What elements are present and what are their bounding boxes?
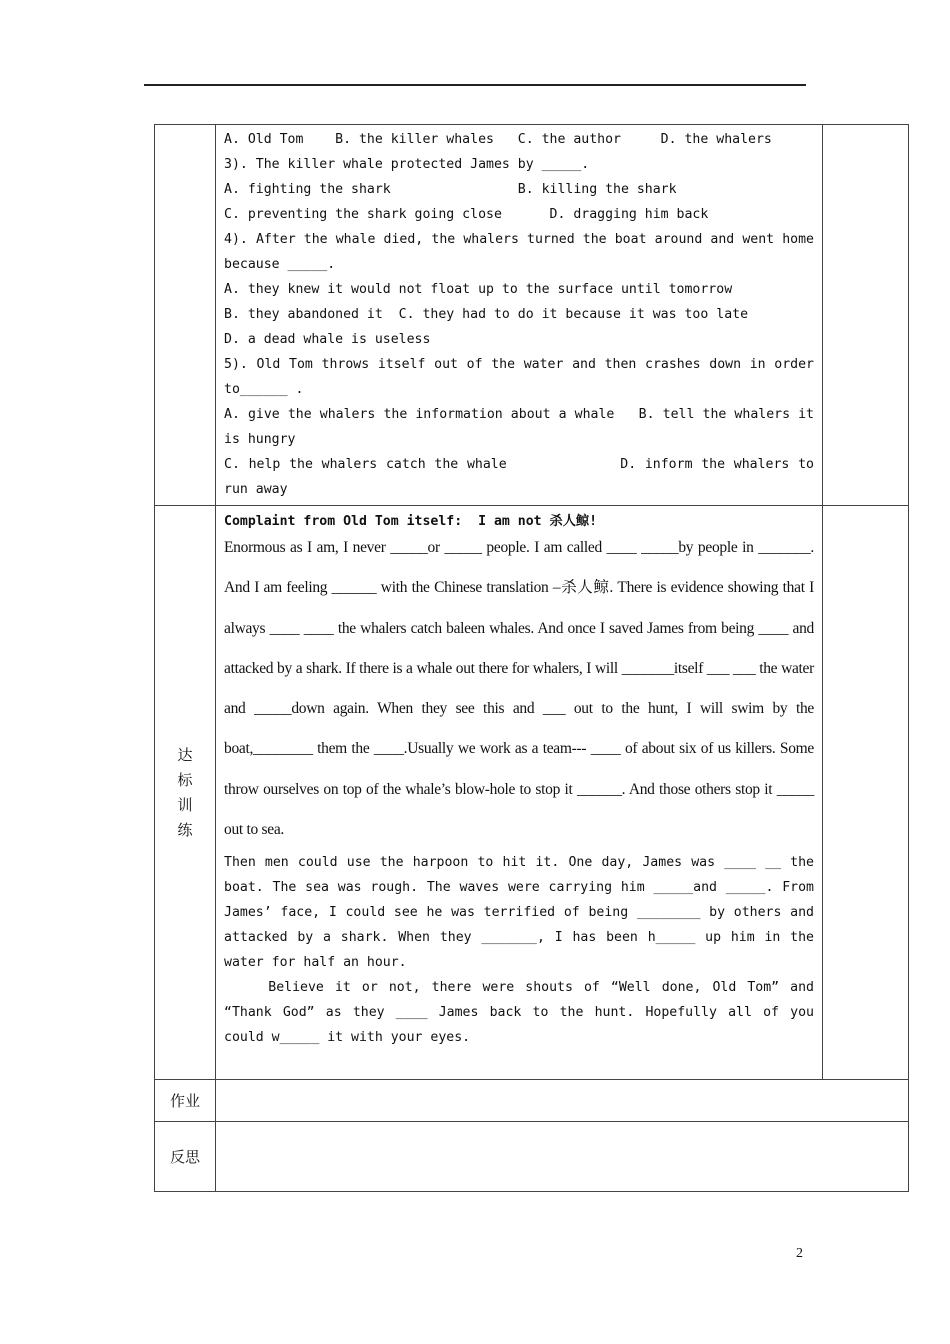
- q5-options-cd: C. help the whalers catch the whale D. inform the whalers to run away: [224, 457, 822, 497]
- homework-cell: [216, 1080, 909, 1122]
- practice-title: Complaint from Old Tom itself: I am not 杀人鲸!: [224, 514, 598, 529]
- q4-option-d: D. a dead whale is useless: [224, 332, 431, 347]
- q2-options: A. Old Tom B. the killer whales C. the author D. the whalers: [224, 132, 772, 147]
- homework-row: [155, 1080, 909, 1122]
- practice-notes-cell: [823, 506, 909, 1080]
- page-number: 2: [796, 1246, 803, 1261]
- practice-cell: [216, 506, 823, 1080]
- reflection-row: [155, 1122, 909, 1192]
- homework-label: 作业: [155, 1080, 216, 1122]
- practice-cloze-paragraph: Enormous as I am, I never _____or _____ people. I am called ____ _____by people in _______. And I am feeling ______ with the Chinese translation –杀人鲸. There is evidence showing that I always ____ ____ the whalers catch baleen whales. And once I saved James from being ____ and attacked by a shark. If there is a whale out there for whalers, I will _______itself ___ ___ the water and _____down again. When they see this and ___ out to the hunt, I will swim by the boat,________ them the ____.Usually we work as a team--- ____ of about six of us killers. Some throw ourselves on top of the whale’s blow-hole to stop it ______. And those others stop it _____ out to sea.: [224, 539, 814, 839]
- q5-stem: 5). Old Tom throws itself out of the water and then crashes down in order to______ .: [224, 357, 822, 397]
- worksheet-table: [154, 124, 909, 1192]
- header-rule: [144, 84, 806, 86]
- reflection-label: 反思: [155, 1122, 216, 1192]
- reflection-cell: [216, 1122, 909, 1192]
- q4-option-a: A. they knew it would not float up to the surface until tomorrow: [224, 282, 733, 297]
- practice-label-cell: [155, 506, 216, 1080]
- q5-options-ab: A. give the whalers the information about a whale B. tell the whalers it is hungry: [224, 407, 822, 447]
- questions-cell: [216, 125, 823, 506]
- practice-row: [155, 506, 909, 1080]
- questions-notes-cell: [823, 125, 909, 506]
- q3-options-cd: C. preventing the shark going close D. dragging him back: [224, 207, 709, 222]
- practice-paragraph-2: Believe it or not, there were shouts of “Well done, Old Tom” and “Thank God” as they ____ James back to the hunt. Hopefully all of you could w_____ it with your eyes.: [224, 980, 822, 1046]
- practice-label: 达 标 训 练: [177, 745, 193, 839]
- questions-label-cell: [155, 125, 216, 506]
- q4-options-bc: B. they abandoned it C. they had to do it because it was too late: [224, 307, 749, 322]
- q4-stem: 4). After the whale died, the whalers turned the boat around and went home because _____.: [224, 232, 822, 272]
- q3-stem: 3). The killer whale protected James by _____.: [224, 157, 590, 172]
- questions-row: [155, 125, 909, 506]
- practice-paragraph-1: Then men could use the harpoon to hit it. One day, James was ____ __ the boat. The sea was rough. The waves were carrying him _____and _____. From James’ face, I could see he was terrified of being ________ by others and attacked by a shark. When they _______, I has been h_____ up him in the water for half an hour.: [224, 855, 822, 971]
- q3-options-ab: A. fighting the shark B. killing the shark: [224, 182, 677, 197]
